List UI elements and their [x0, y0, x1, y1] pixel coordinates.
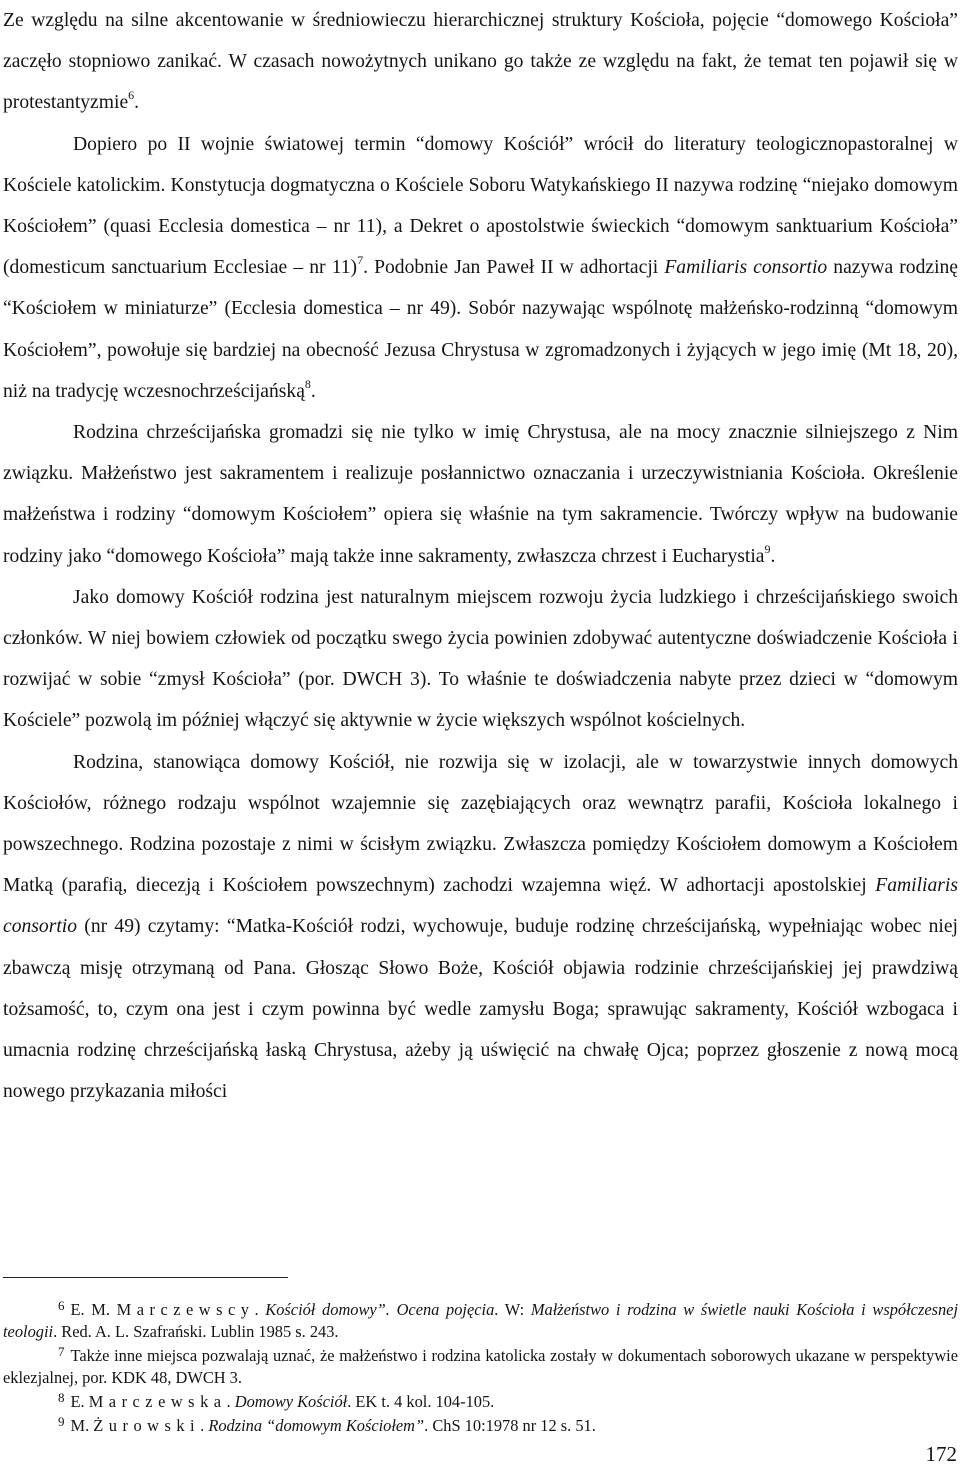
- footnote-number: 9: [58, 1414, 65, 1429]
- italic-text: Familiaris consortio: [3, 875, 958, 938]
- text-run: . W:: [494, 1300, 531, 1319]
- italic-text: Domowy Kościół: [234, 1392, 348, 1411]
- italic-text: Kościół domowy”. Ocena pojęcia: [265, 1300, 495, 1319]
- italic-text: Rodzina “domowym Kościołem”: [208, 1416, 425, 1435]
- footnote: [3, 1415, 958, 1437]
- footnote-number: 8: [58, 1390, 65, 1405]
- footnotes: [3, 1299, 958, 1439]
- text-run: .: [310, 380, 316, 402]
- author-name: Marczewska: [88, 1392, 227, 1411]
- author-name: Żurowski: [93, 1416, 201, 1435]
- text-run: .: [226, 1392, 235, 1411]
- text-run: .: [770, 545, 776, 567]
- footnote-reference: 9: [764, 541, 771, 556]
- text-run: . Red. A. L. Szafrański. Lublin 1985 s. 243.: [53, 1322, 339, 1341]
- footnote: [3, 1299, 958, 1343]
- footnote-reference: 7: [357, 253, 364, 268]
- text-run: E.: [70, 1392, 89, 1411]
- paragraph: [3, 742, 958, 1113]
- text-run: Jako domowy Kościół rodzina jest naturalnym miejscem rozwoju życia ludzkiego i chrześcijańskiego swoich członków. W niej bowiem człowiek od początku swego życia powinien zdobywać autentyczne doświadczenie Kościoła i rozwijać w sobie “zmysł Kościoła” (por. DWCH 3). To właśnie te doświadczenia nabyte przez dzieci w “domowym Kościele” pozwolą im później włączyć się aktywnie w życie większych wspólnot kościelnych.: [3, 586, 958, 732]
- text-run: .: [200, 1416, 209, 1435]
- text-run: nazywa rodzinę “Kościołem w miniaturze” (Ecclesia domestica – nr 49). Sobór nazywając wspólnotę małżeńsko-rodzinną “domowym Kościołem”, powołuje się bardziej na obecność Jezusa Chrystusa w zgromadzonych i żyjących w jego imię (Mt 18, 20), niż na tradycję wczesnochrześcijańską: [3, 257, 959, 402]
- text-run: Rodzina, stanowiąca domowy Kościół, nie rozwija się w izolacji, ale w towarzystwie innych domowych Kościołów, różnego rodzaju wspólnot wzajemnie się zazębiających oraz wewnątrz parafii, Kościoła lokalnego i powszechnego. Rodzina pozostaje z nimi w ścisłym związku. Zwłaszcza pomiędzy Kościołem domowym a Kościołem Matką (parafią, diecezją i Kościołem powszechnym) zachodzi wzajemna więź. W adhortacji apostolskiej: [3, 751, 958, 897]
- footnote: [3, 1345, 958, 1389]
- text-run: M.: [70, 1416, 94, 1435]
- paragraph: [3, 412, 958, 577]
- text-run: .: [134, 92, 140, 114]
- author-name: Marczewscy: [116, 1300, 255, 1319]
- text-run: E. M.: [70, 1300, 117, 1319]
- text-run: Dopiero po II wojnie światowej termin “domowy Kościół” wrócił do literatury teologicznopastoralnej w Kościele katolickim. Konstytucja dogmatyczna o Kościele Soboru Watykańskiego II nazywa rodzinę “niejako domowym Kościołem” (quasi Ecclesia domestica – nr 11), a Dekret o apostolstwie świeckich “domowym sanktuarium Kościoła” (domesticum sanctuarium Ecclesiae – nr 11): [3, 133, 958, 279]
- footnote-number: 7: [58, 1344, 65, 1359]
- text-run: . Podobnie Jan Paweł II w adhortacji: [363, 257, 665, 279]
- footnote-separator: [3, 1277, 288, 1278]
- paragraph: [3, 577, 958, 742]
- italic-text: Małżeństwo i rodzina w świetle nauki Kościoła i współczesnej teologii: [3, 1300, 959, 1341]
- footnote-number: 6: [58, 1298, 65, 1313]
- text-run: . EK t. 4 kol. 104-105.: [347, 1392, 495, 1411]
- footnote-reference: 8: [304, 376, 311, 391]
- text-run: .: [254, 1300, 266, 1319]
- text-run: Rodzina chrześcijańska gromadzi się nie tylko w imię Chrystusa, ale na mocy znacznie silniejszego z Nim związku. Małżeństwo jest sakramentem i realizuje posłannictwo oznaczania i urzeczywistniania Kościoła. Określenie małżeństwa i rodziny “domowym Kościołem” opiera się właśnie na tym sakramencie. Twórczy wpływ na budowanie rodziny jako “domowego Kościoła” mają także inne sakramenty, zwłaszcza chrzest i Eucharystia: [3, 422, 958, 567]
- text-run: Ze względu na silne akcentowanie w średniowieczu hierarchicznej struktury Kościoła, pojęcie “domowego Kościoła” zaczęło stopniowo zanikać. W czasach nowożytnych unikano go także ze względu na fakt, że temat ten pojawił się w protestantyzmie: [3, 10, 958, 114]
- text-run: Także inne miejsca pozwalają uznać, że małżeństwo i rodzina katolicka zostały w dokumentach soborowych ukazane w perspektywie eklezjalnej, por. KDK 48, DWCH 3.: [3, 1346, 958, 1387]
- footnote: [3, 1391, 958, 1413]
- footnote-reference: 6: [128, 88, 135, 103]
- text-run: . ChS 10:1978 nr 12 s. 51.: [424, 1416, 596, 1435]
- paragraph: [3, 0, 958, 124]
- body-text: [3, 0, 958, 1112]
- page-number: 172: [925, 1442, 957, 1466]
- paragraph: [3, 124, 958, 412]
- italic-text: Familiaris consortio: [664, 257, 828, 279]
- text-run: (nr 49) czytamy: “Matka-Kościół rodzi, wychowuje, buduje rodzinę chrześcijańską, wypełniając wobec niej zbawczą misję otrzymaną od Pana. Głosząc Słowo Boże, Kościół objawia rodzinie chrześcijańskiej jej prawdziwą tożsamość, to, czym ona jest i czym powinna być wedle zamysłu Boga; sprawując sakramenty, Kościół wzbogaca i umacnia rodzinę chrześcijańską łaską Chrystusa, ażeby ją uświęcić na chwałę Ojca; poprzez głoszenie z nową mocą nowego przykazania miłości: [3, 916, 958, 1103]
